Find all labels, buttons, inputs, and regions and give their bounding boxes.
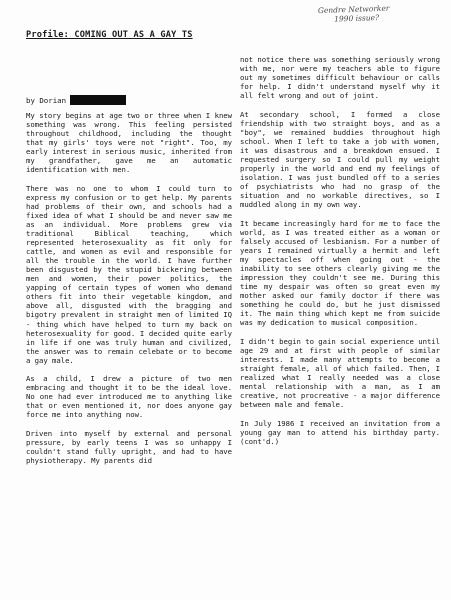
handwritten-annotation	[318, 2, 441, 24]
left-column	[26, 55, 232, 475]
handwritten-line-2: 1990 issue?	[334, 13, 380, 24]
paragraph: I didn't begin to gain social experience until age 29 and at first with people of similar interests. I made many attempts to become a straight female, all of which failed. Then, I realized what I really needed was a close mental relationship with a man, as I am creative, not procreative - a major difference between male and female.	[240, 336, 440, 410]
paragraph: In July 1986 I received an invitation from a young gay man to attend his birthday party. (cont'd.)	[240, 418, 440, 446]
byline-text: by Dorian	[26, 95, 67, 105]
paragraph: At secondary school, I formed a close friendship with two straight boys, and as a "boy", we remained buddies throughout high school. When I left to take a job with women, it was disastrous and a breakdown ensued. I requested surgery so I could pull my weight properly in the world and end my feelings of isolation. I was just bundled off to a series of psychiatrists who had no grasp of the situation and no workable directives, so I muddled along in my own way.	[240, 109, 440, 210]
paragraph: It became increasingly hard for me to face the world, as I was treated either as a woman or falsely accused of lesbianism. For a number of years I remained virtually a hermit and left my spectacles off when going out - the inability to see others clearly giving me the impression they couldn't see me. During this time my despair was often so great even my mother asked our family doctor if there was something he could do, but he just dismissed it. The main thing which kept me from suicide was my dedication to musical composition.	[240, 218, 440, 328]
paragraph: My story begins at age two or three when I knew something was wrong. This feeling persisted throughout childhood, including the thought that my girls' toys were not "right". Too, my early interest in serious music, inherited from my grandfather, gave me an automatic identification with men.	[26, 111, 232, 175]
right-column	[240, 55, 440, 455]
handwritten-line-1: Gendre Networker	[317, 3, 390, 16]
paragraph: As a child, I drew a picture of two men embracing and thought it to be the ideal love. No one had ever introduced me to anything like that or even mentioned it, nor does anyone gay force me into anything now.	[26, 374, 232, 420]
paragraph: Driven into myself by external and personal pressure, by early teens I was so unhappy I couldn't stand fully upright, and had to have physiotherapy. My parents did	[26, 429, 232, 466]
article-title: Profile: COMING OUT AS A GAY TS	[26, 30, 193, 40]
paragraph: There was no one to whom I could turn to express my confusion or to get help. My parents had problems of their own, and schools had a fixed idea of what I should be and never saw me as an individual. More problems grew via traditional Biblical teaching, which represented heterosexuality as fit only for cattle, and women as evil and responsible for all the trouble in the world. I have further been disgusted by the stupid bickering between men and women, their power politics, the yapping of certain types of women who demand others fit into their vegetable kingdom, and above all, disgusted with the bragging and bigotry prevalent in straight men of limited IQ - thing which have helped to turn my back on heterosexuality for good. I decided quite early in life if one was truly human and civilized, the answer was to remain celebate or to become a gay male.	[26, 183, 232, 365]
paragraph: not notice there was something seriously wrong with me, nor were my teachers able to figure out my sometimes difficult behaviour or calls for help. I didn't understand myself why it all felt wrong and out of joint.	[240, 55, 440, 101]
